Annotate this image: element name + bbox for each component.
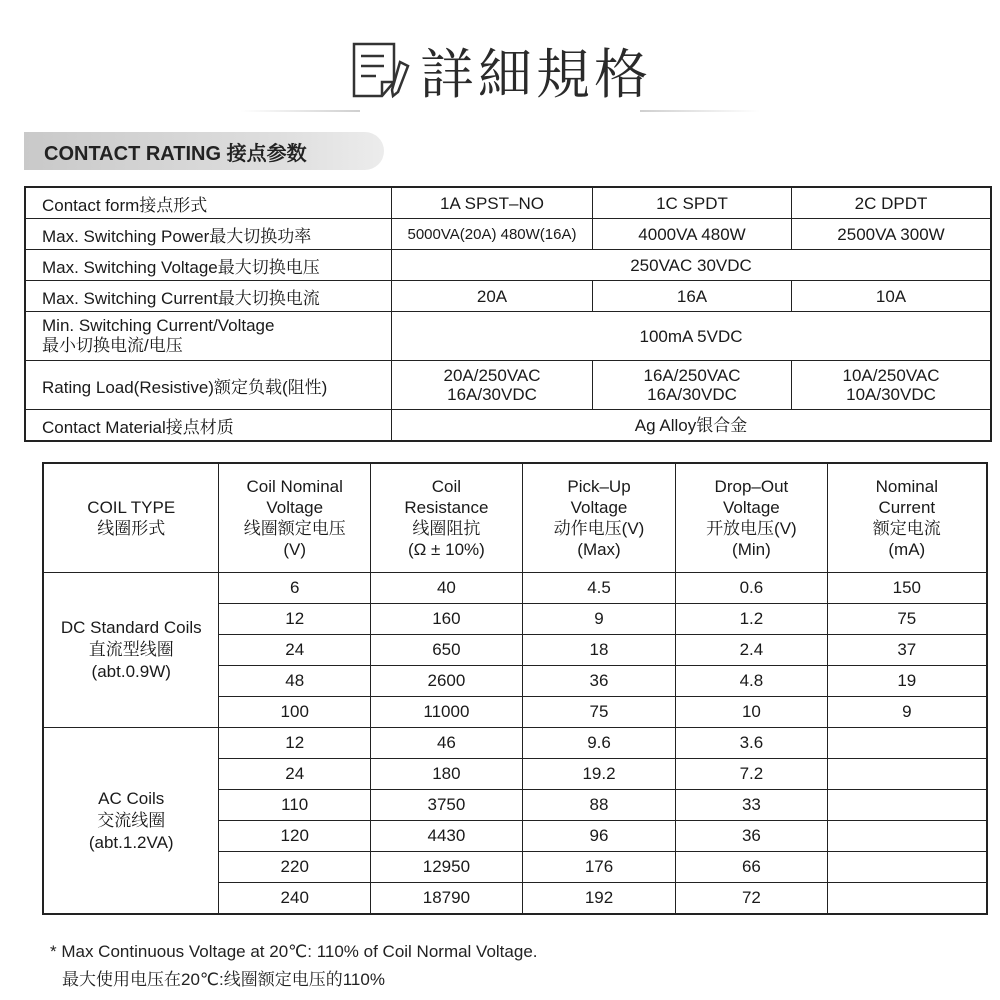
coil-group-label-line: DC Standard Coils [60,618,202,637]
table-cell: 33 [676,790,827,821]
table-cell: 12950 [370,852,522,883]
table-row [25,410,991,442]
column-header-line: Pick–Up [567,477,631,496]
column-header [827,463,987,573]
column-header-line: (mA) [888,540,926,559]
document-pen-icon [348,38,412,102]
coil-group-label-line: 交流线圈 [97,810,166,830]
table-cell: 250VAC 30VDC [392,250,992,281]
contact-rating-table [24,186,992,442]
coil-table [42,462,988,915]
table-cell: 150 [827,573,987,604]
table-cell: 9.6 [522,728,675,759]
table-cell: 5000VA(20A) 480W(16A) [392,219,593,250]
coil-group-label [43,573,219,728]
table-row [25,219,991,250]
table-cell: 9 [827,697,987,728]
table-cell: 650 [370,635,522,666]
column-header-line: Coil [431,477,462,496]
table-cell [792,361,992,410]
column-header-line: (Min) [732,540,771,559]
column-header-line: Voltage [570,498,628,517]
column-header-line: Coil Nominal [246,477,343,496]
cell-line: 20A/250VAC [443,366,541,385]
table-cell: 36 [676,821,827,852]
table-cell: 4.8 [676,666,827,697]
table-cell [392,361,593,410]
table-cell: 24 [219,759,371,790]
column-header [522,463,675,573]
table-row [25,250,991,281]
table-cell: 1A SPST–NO [392,187,593,219]
column-header-line: 线圈额定电压 [243,519,346,538]
column-header-line: Voltage [266,498,324,517]
row-label: Max. Switching Current最大切换电流 [25,281,392,312]
table-cell: 180 [370,759,522,790]
row-label: Max. Switching Power最大切换功率 [25,219,392,250]
cell-line: 16A/30VDC [447,385,537,404]
table-cell: 75 [522,697,675,728]
row-label: Contact form接点形式 [25,187,392,219]
table-cell: 2500VA 300W [792,219,992,250]
table-cell: 20A [392,281,593,312]
table-cell: 88 [522,790,675,821]
column-header [219,463,371,573]
coil-group-label-line: (abt.0.9W) [91,662,171,681]
table-cell: 66 [676,852,827,883]
coil-group-label-line: AC Coils [98,788,165,808]
coil-group-label-line: (abt.1.2VA) [88,832,174,852]
table-cell [827,821,987,852]
row-label: Max. Switching Voltage最大切换电压 [25,250,392,281]
table-cell: 240 [219,883,371,915]
table-cell [827,790,987,821]
table-cell: 46 [370,728,522,759]
column-header-line: 额定电流 [872,519,941,538]
table-cell: 120 [219,821,371,852]
table-row [25,187,991,219]
table-cell: 4000VA 480W [593,219,792,250]
table-cell: 4.5 [522,573,675,604]
table-cell: 19 [827,666,987,697]
table-cell: 48 [219,666,371,697]
table-row [43,573,987,604]
column-header-line: (Ω ± 10%) [407,540,485,559]
table-cell: 1.2 [676,604,827,635]
table-row [43,728,987,759]
table-cell [827,759,987,790]
table-cell [593,361,792,410]
column-header-line: (Max) [577,540,621,559]
table-cell: 12 [219,604,371,635]
table-cell: 6 [219,573,371,604]
table-cell: 1C SPDT [593,187,792,219]
page-title: 詳細規格 [420,42,652,106]
table-header-row [43,463,987,573]
table-cell: 192 [522,883,675,915]
table-cell: 40 [370,573,522,604]
row-label-line: 最小切换电流/电压 [42,336,183,355]
column-header-line: Resistance [404,498,489,517]
cell-line: 10A/30VDC [846,385,936,404]
table-cell: 10 [676,697,827,728]
table-cell: 220 [219,852,371,883]
table-cell: 19.2 [522,759,675,790]
table-cell: 100mA 5VDC [392,312,992,361]
table-cell: 2C DPDT [792,187,992,219]
cell-line: 16A/30VDC [647,385,737,404]
table-cell: 3750 [370,790,522,821]
row-label: Contact Material接点材质 [25,410,392,442]
column-header-line: 线圈阻抗 [412,519,481,538]
table-cell: Ag Alloy银合金 [392,410,992,442]
coil-group-label [43,728,219,915]
footnote-line: * Max Continuous Voltage at 20℃: 110% of Coil Normal Voltage. [50,942,538,961]
table-cell: 75 [827,604,987,635]
footnote-line: 最大使用电压在20℃:线圈额定电压的110% [62,970,385,989]
table-cell: 18 [522,635,675,666]
table-row [25,312,991,361]
column-header [676,463,827,573]
header-rule-right [640,110,760,112]
header-rule-left [240,110,360,112]
table-cell: 12 [219,728,371,759]
table-cell: 110 [219,790,371,821]
table-cell: 4430 [370,821,522,852]
column-header-line: Drop–Out [714,477,789,496]
column-header [370,463,522,573]
column-header-line: (V) [283,540,307,559]
table-cell: 96 [522,821,675,852]
table-row [25,361,991,410]
coil-group-label-line: 直流型线圈 [88,640,174,659]
page-header [0,22,1000,118]
table-cell [827,728,987,759]
table-cell: 160 [370,604,522,635]
cell-line: 10A/250VAC [842,366,940,385]
table-cell: 11000 [370,697,522,728]
table-cell: 0.6 [676,573,827,604]
table-cell: 100 [219,697,371,728]
table-cell: 3.6 [676,728,827,759]
table-cell: 9 [522,604,675,635]
column-header-line: 线圈形式 [97,519,166,538]
table-cell: 2600 [370,666,522,697]
table-cell: 2.4 [676,635,827,666]
table-cell: 36 [522,666,675,697]
column-header [43,463,219,573]
column-header-line: 动作电压(V) [553,519,645,538]
cell-line: 16A/250VAC [643,366,741,385]
table-cell: 176 [522,852,675,883]
footnote [50,938,538,994]
row-label-line: Min. Switching Current/Voltage [42,316,275,335]
table-cell: 10A [792,281,992,312]
column-header-line: Voltage [723,498,780,517]
table-cell: 18790 [370,883,522,915]
column-header-line: Current [878,498,936,517]
table-cell: 24 [219,635,371,666]
table-cell [827,883,987,915]
column-header-line: 开放电压(V) [706,519,797,538]
table-cell: 7.2 [676,759,827,790]
table-cell: 16A [593,281,792,312]
table-cell: 37 [827,635,987,666]
table-cell [827,852,987,883]
row-label [25,312,392,361]
table-cell: 72 [676,883,827,915]
table-row [25,281,991,312]
column-header-line: COIL TYPE [87,498,176,517]
section-heading: CONTACT RATING 接点参数 [24,132,384,170]
column-header-line: Nominal [875,477,938,496]
row-label: Rating Load(Resistive)额定负载(阻性) [25,361,392,410]
